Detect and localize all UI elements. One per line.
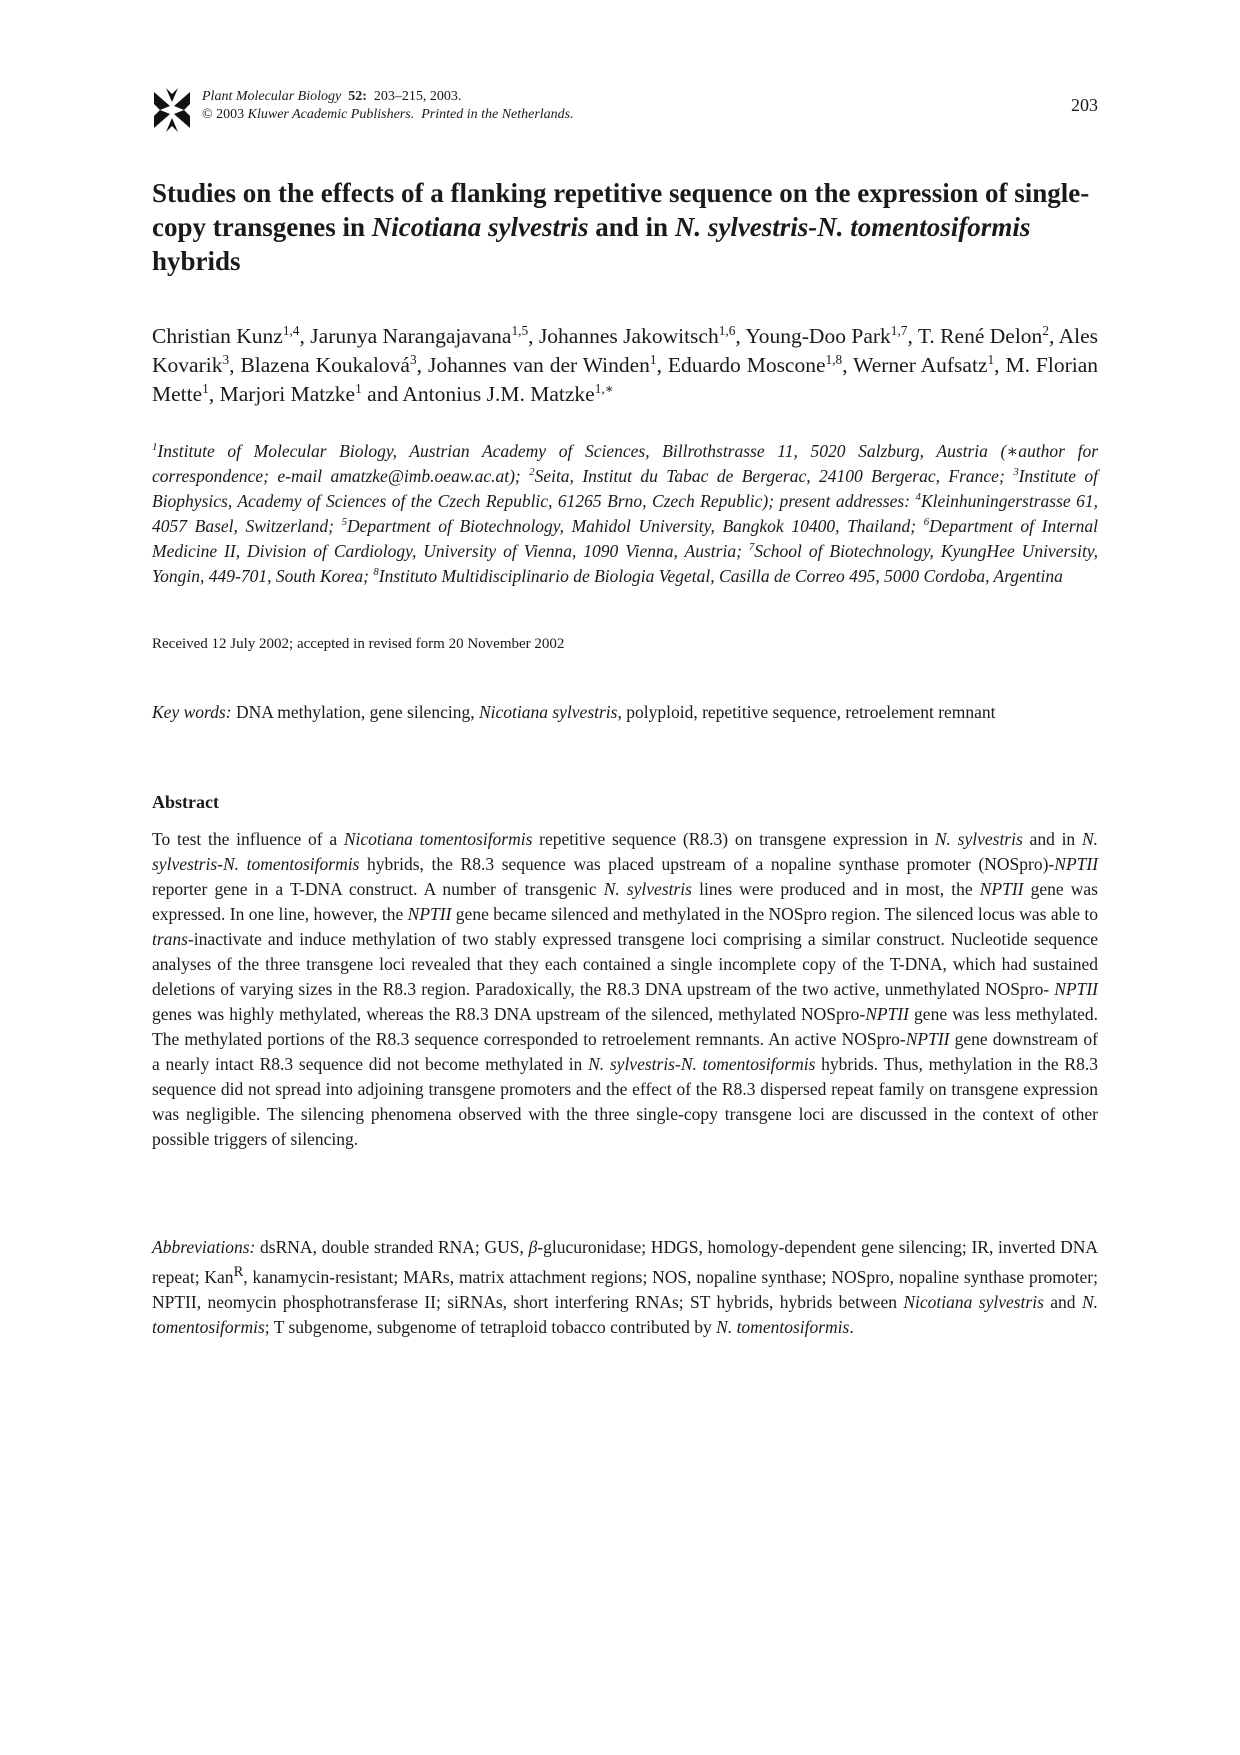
abstract-segment: and in	[1022, 829, 1082, 849]
abbreviations-segment: .	[849, 1316, 854, 1337]
abstract-text	[152, 827, 1098, 1152]
affiliation-text: Department of Biotechnology, Mahidol University, Bangkok 10400, Thailand;	[347, 516, 924, 536]
printed-location: Printed in the Netherlands.	[421, 107, 574, 122]
copyright-symbol: ©	[202, 107, 213, 122]
author-separator: ,	[528, 324, 539, 348]
affiliation-text: Institute of Biophysics, Academy of Sciences of the Czech Republic, 61265 Brno, Czech Republic); present addresses:	[152, 466, 1098, 511]
author-separator: ,	[842, 353, 854, 377]
abstract-segment: To test the influence of a	[152, 829, 344, 849]
author-separator: ,	[735, 324, 746, 348]
abstract-italic: trans	[152, 929, 188, 949]
author-affiliation-mark: 1,4	[282, 322, 300, 338]
author-name: Blazena Koukalová	[240, 353, 410, 377]
title-species-1: Nicotiana sylvestris	[371, 212, 589, 242]
abstract-italic: N. sylvestris-N. tomentosiformis	[588, 1054, 816, 1074]
abstract-italic: NPTII	[1054, 979, 1098, 999]
paper-title	[152, 176, 1098, 278]
author-affiliation-mark: 3	[222, 351, 230, 367]
author-name: Eduardo Moscone	[667, 353, 826, 377]
affiliation-mark: 6	[923, 516, 930, 529]
abbreviations-italic: N. tomentosiformis	[716, 1316, 850, 1337]
author-list	[152, 322, 1098, 409]
abstract-italic: N. sylvestris	[603, 879, 692, 899]
abstract-segment: lines were produced and in most, the	[691, 879, 980, 899]
keywords-label: Key words:	[152, 702, 232, 722]
author-affiliation-mark: 1	[202, 380, 209, 396]
abbreviations-segment: -glucuronidase; HDGS, homology-dependent gene silencing; IR, inverted DNA repeat; Kan	[152, 1237, 1098, 1287]
affiliation-mark: 8	[373, 566, 379, 579]
author-affiliation-mark: 1,5	[511, 322, 529, 338]
affiliation-text: Kleinhuningerstrasse 61, 4057 Basel, Switzerland;	[152, 491, 1099, 536]
author-affiliation-mark: 1,∗	[594, 380, 614, 396]
journal-name: Plant Molecular Biology	[202, 89, 342, 104]
abbreviations-sup: R	[233, 1264, 244, 1280]
affiliation-text: Department of Internal Medicine II, Division of Cardiology, University of Vienna, 1090 Vienna, Austria;	[152, 516, 1098, 561]
author-affiliation-mark: 1	[355, 380, 362, 396]
abstract-italic: NPTII	[979, 879, 1024, 899]
author-affiliation-mark: 1,7	[890, 322, 908, 338]
abbreviations-italic: Nicotiana sylvestris	[903, 1291, 1044, 1312]
abstract-italic: Nicotiana tomentosiformis	[343, 829, 533, 849]
author-name: Young-Doo Park	[745, 324, 891, 348]
abstract-segment: gene downstream of a nearly intact R8.3 sequence did not become methylated in	[152, 1029, 1098, 1074]
abstract-segment: hybrids, the R8.3 sequence was placed upstream of a nopaline synthase promoter (NOSpro)-	[359, 854, 1055, 874]
author-separator: ,	[994, 353, 1006, 377]
abbreviations-italic: β	[528, 1237, 538, 1257]
author-separator: ,	[416, 353, 428, 377]
author-affiliation-mark: 1	[649, 351, 657, 367]
abbreviations	[152, 1235, 1098, 1340]
abbreviations-segment: and	[1043, 1291, 1082, 1312]
author-name: Marjori Matzke	[219, 382, 356, 406]
abstract-segment: gene became silenced and methylated in the NOSpro region. The silenced locus was able to	[451, 904, 1099, 924]
journal-citation	[202, 88, 574, 124]
author-name: T. René Delon	[917, 324, 1043, 348]
abbreviations-segment: , kanamycin-resistant; MARs, matrix attachment regions; NOS, nopaline synthase; NOSpro, nopaline synthase promoter; NPTII, neomycin phosphotransferase II; siRNAs, short interfering RNAs; ST hybrids, hybrids between	[152, 1266, 1098, 1312]
abstract-segment: gene was expressed. In one line, however, the	[152, 879, 1098, 924]
author-affiliation-mark: 1,6	[718, 322, 736, 338]
affiliation-text: Institute of Molecular Biology, Austrian Academy of Sciences, Billrothstrasse 11, 5020 Salzburg, Austria (∗author for correspondence; e-mail amatzke@imb.oeaw.ac.at);	[152, 441, 1098, 486]
keywords-segment: DNA methylation, gene silencing,	[231, 702, 479, 722]
author-name: Christian Kunz	[152, 324, 283, 348]
author-name: Werner Aufsatz	[853, 353, 988, 377]
publisher-logo-icon	[152, 88, 192, 132]
author-separator: and	[361, 382, 403, 406]
affiliation-text: School of Biotechnology, KyungHee University, Yongin, 449-701, South Korea;	[152, 541, 1098, 586]
abstract-heading: Abstract	[152, 792, 219, 812]
author-name: Antonius J.M. Matzke	[402, 382, 595, 406]
title-text-1: Studies on the effects of a flanking repetitive sequence on the expression of single-copy transgenes in	[152, 178, 1090, 242]
abstract-italic: NPTII	[865, 1004, 909, 1024]
abstract-italic: N. sylvestris-N. tomentosiformis	[152, 829, 1098, 874]
journal-pages: 203–215, 2003.	[373, 89, 462, 104]
copyright-year: 2003	[216, 107, 245, 122]
affiliation-text: Seita, Institut du Tabac de Bergerac, 24100 Bergerac, France;	[534, 466, 1014, 486]
abstract-italic: NPTII	[407, 904, 452, 924]
abstract-italic: NPTII	[905, 1029, 950, 1049]
abstract-segment: genes was highly methylated, whereas the R8.3 DNA upstream of the silenced, methylated NOSpro-	[152, 1004, 866, 1024]
abstract-segment: gene was less methylated. The methylated portions of the R8.3 sequence corresponded to retroelement remnants. An active NOSpro-	[152, 1004, 1098, 1049]
author-separator: ,	[229, 353, 241, 377]
publisher-name: Kluwer Academic Publishers.	[247, 107, 415, 122]
author-affiliation-mark: 1,8	[825, 351, 843, 367]
abbreviations-segment: ; T subgenome, subgenome of tetraploid tobacco contributed by	[264, 1316, 717, 1337]
title-text-3: hybrids	[152, 246, 241, 276]
title-species-2: N. sylvestris-N. tomentosiformis	[674, 212, 1031, 242]
page-number: 203	[1071, 95, 1098, 115]
abstract-segment: hybrids. Thus, methylation in the R8.3 sequence did not spread into adjoining transgene promoters and the effect of the R8.3 dispersed repeat family on transgene expression was negligible. The silencing phenomena observed with the three single-copy transgene loci are discussed in the context of other possible triggers of silencing.	[152, 1054, 1098, 1149]
author-name: Jarunya Narangajavana	[310, 324, 512, 348]
author-affiliation-mark: 2	[1042, 322, 1049, 338]
received-date: Received 12 July 2002; accepted in revised form 20 November 2002	[152, 636, 565, 652]
author-name: Johannes van der Winden	[427, 353, 650, 377]
author-separator: ,	[299, 324, 311, 348]
title-text-2: and in	[588, 212, 675, 242]
keywords-text	[232, 702, 996, 722]
abbreviations-segment: dsRNA, double stranded RNA; GUS,	[255, 1237, 529, 1257]
abbreviations-label: Abbreviations:	[152, 1237, 256, 1257]
abbreviations-italic: N. tomentosiformis	[152, 1291, 1098, 1337]
author-separator: ,	[1048, 324, 1059, 348]
author-affiliation-mark: 1	[987, 351, 995, 367]
affiliation-mark: 7	[748, 541, 755, 554]
journal-volume: 52:	[348, 89, 367, 104]
author-name: Ales Kovarik	[152, 324, 1099, 377]
journal-header	[152, 86, 1098, 136]
affiliation-mark: 3	[1013, 466, 1019, 479]
author-separator: ,	[208, 382, 220, 406]
abstract-segment: repetitive sequence (R8.3) on transgene expression in	[532, 829, 935, 849]
affiliation-text: Instituto Multidisciplinario de Biologia Vegetal, Casilla de Correo 495, 5000 Cordoba, Argentina	[378, 566, 1063, 586]
keywords-italic: Nicotiana sylvestris	[478, 702, 618, 722]
abstract-italic: N. sylvestris	[934, 829, 1023, 849]
abstract-segment: -inactivate and induce methylation of two stably expressed transgene loci comprising a similar construct. Nucleotide sequence analyses of the three transgene loci revealed that they each contained a single incomplete copy of the T-DNA, which had sustained deletions of varying sizes in the R8.3 region. Paradoxically, the R8.3 DNA upstream of the two active, unmethylated NOSpro-	[152, 929, 1098, 999]
author-name: Johannes Jakowitsch	[538, 324, 719, 348]
affiliation-mark: 2	[529, 466, 535, 479]
abstract-italic: NPTII	[1054, 854, 1099, 874]
author-separator: ,	[656, 353, 668, 377]
affiliation-mark: 5	[341, 516, 348, 529]
author-affiliation-mark: 3	[409, 351, 417, 367]
affiliation-mark: 1	[152, 441, 158, 454]
author-name: M. Florian Mette	[152, 353, 1099, 406]
keywords-segment: , polyploid, repetitive sequence, retroelement remnant	[617, 702, 996, 722]
affiliations	[152, 439, 1098, 589]
abbreviations-text	[152, 1237, 1098, 1337]
keywords	[152, 700, 1098, 725]
author-separator: ,	[907, 324, 918, 348]
affiliation-mark: 4	[915, 491, 921, 504]
abstract-segment: reporter gene in a T-DNA construct. A number of transgenic	[152, 879, 604, 899]
